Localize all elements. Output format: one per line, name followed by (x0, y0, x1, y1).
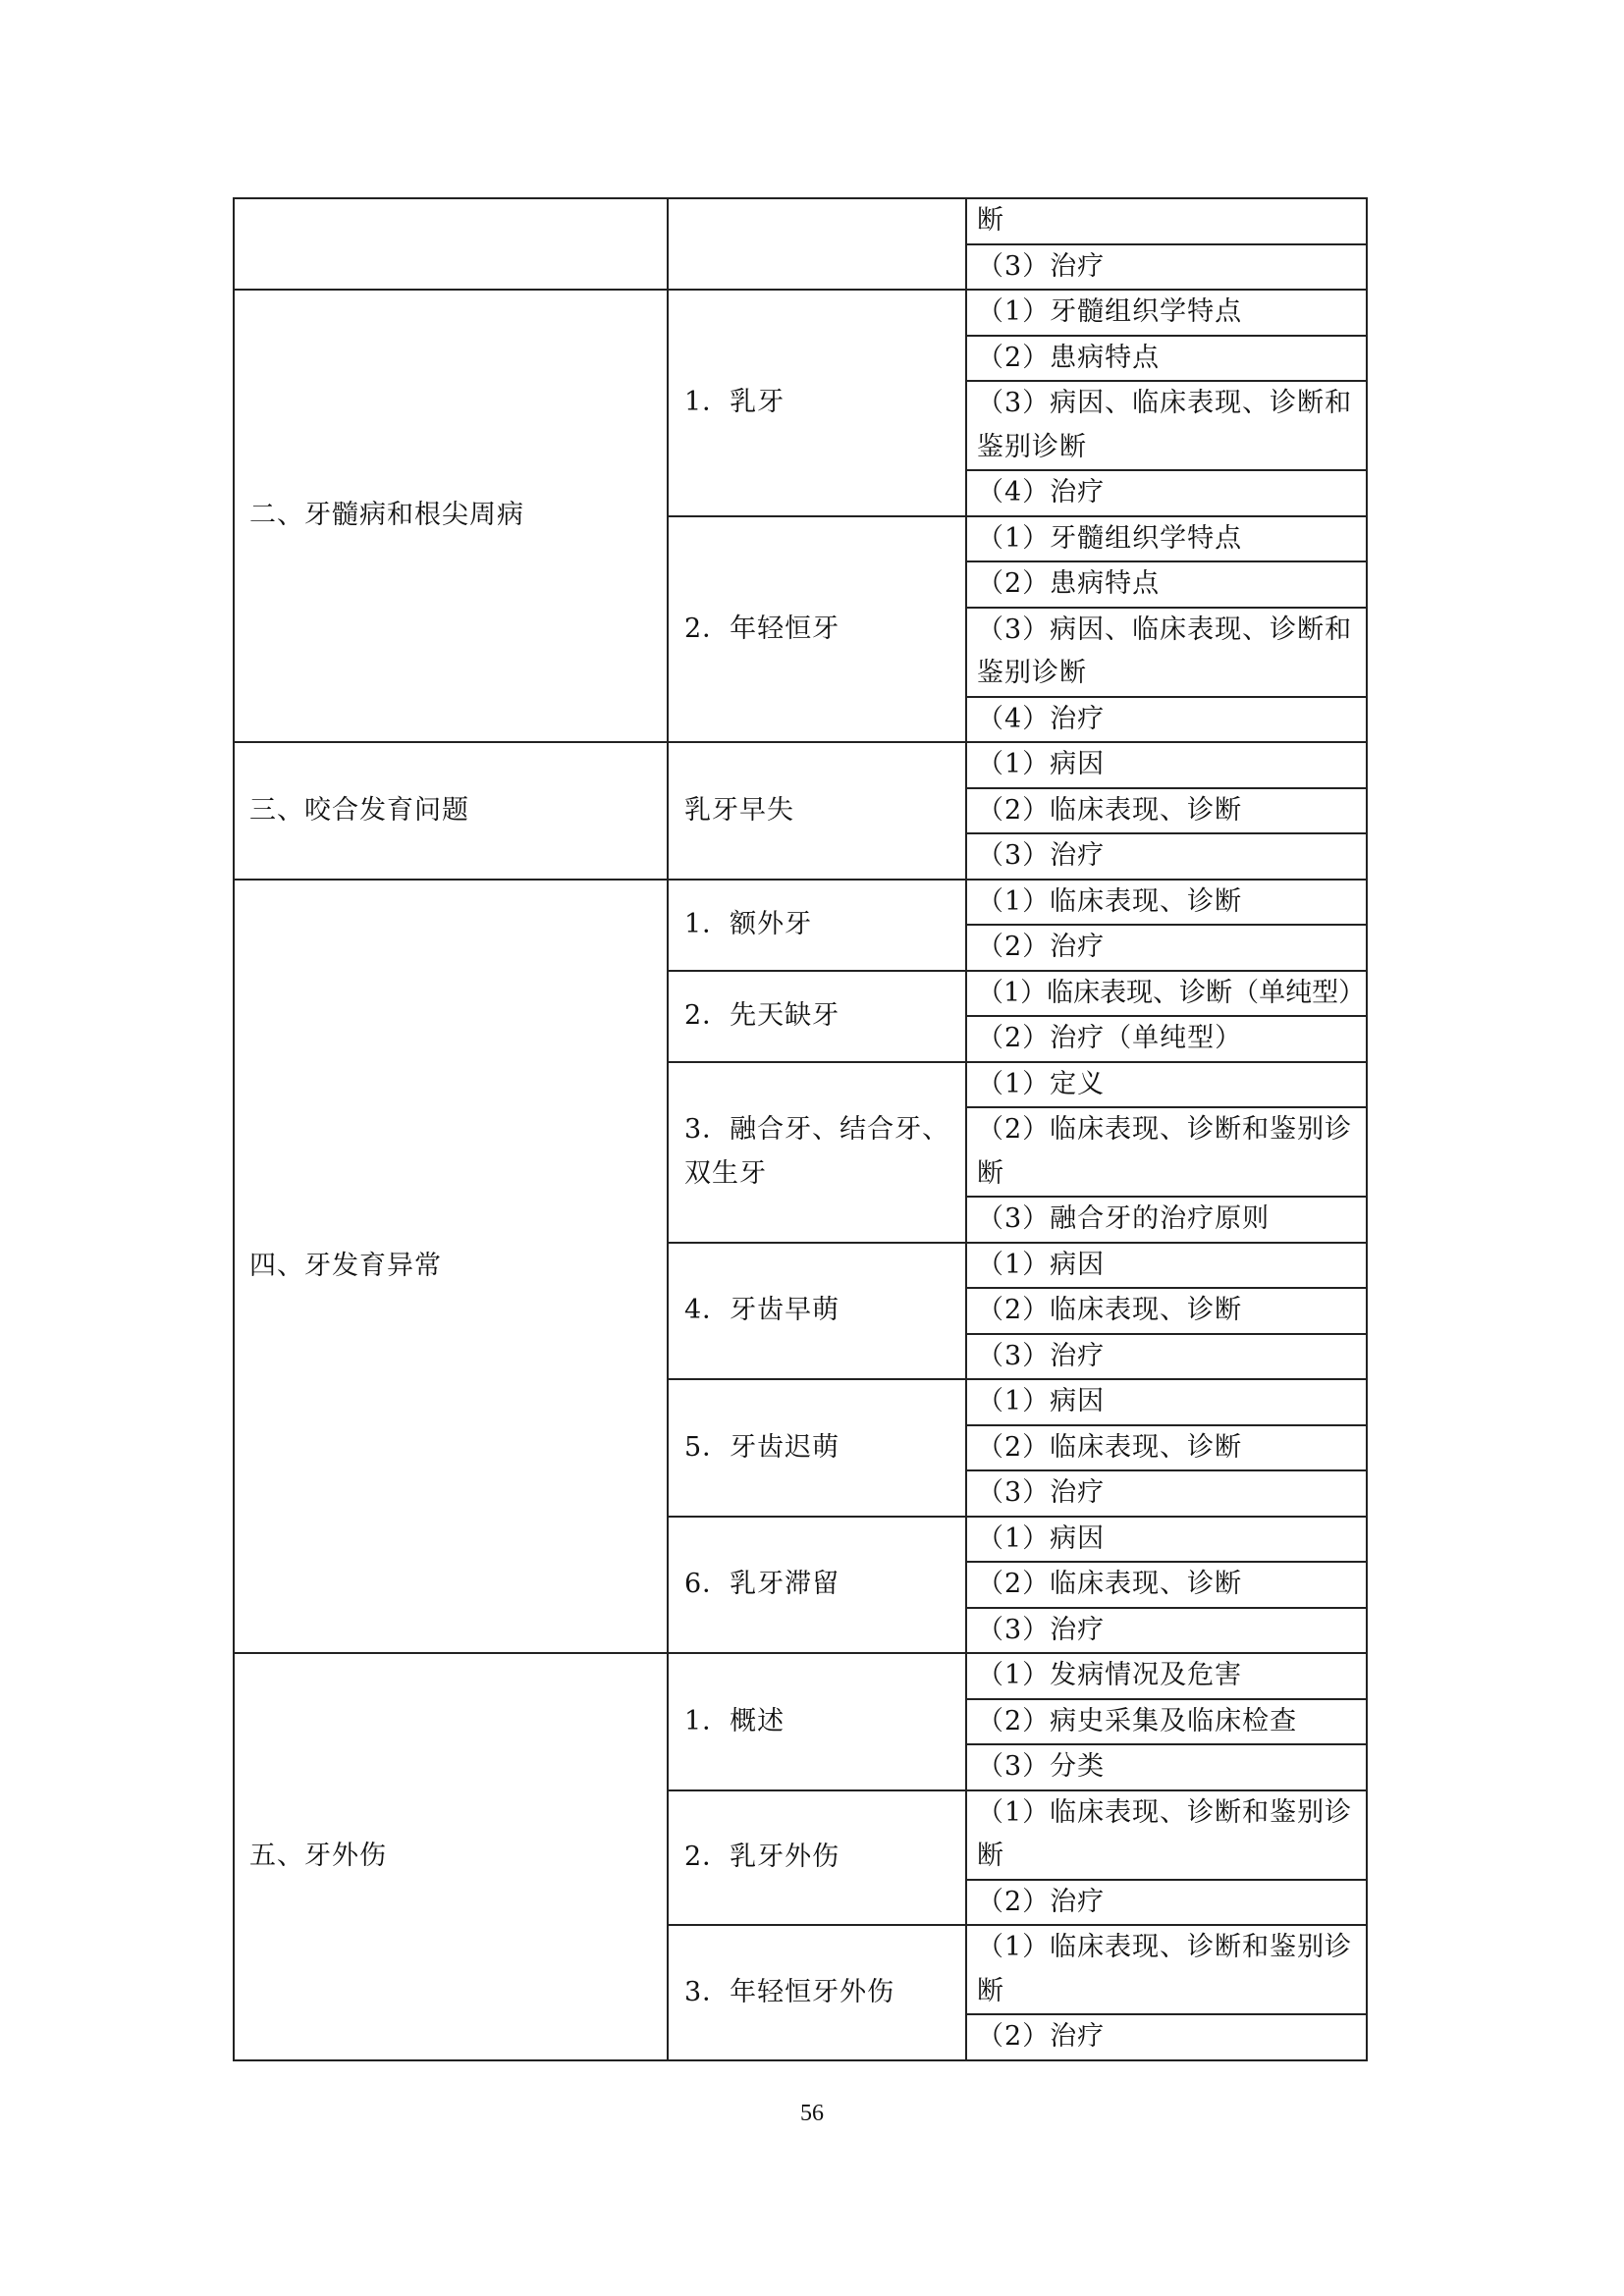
table-row (234, 290, 1367, 336)
section-cell: 四、牙发育异常 (234, 880, 668, 1654)
item-cell: （2）临床表现、诊断 (966, 1425, 1367, 1471)
item-cell: （2）临床表现、诊断 (966, 788, 1367, 834)
table-row (234, 742, 1367, 788)
item-cell: （1）牙髓组织学特点 (966, 290, 1367, 336)
item-cell: （1）病因 (966, 1243, 1367, 1289)
item-cell: （1）临床表现、诊断（单纯型） (966, 971, 1367, 1017)
item-cell: （3）融合牙的治疗原则 (966, 1197, 1367, 1243)
item-cell: （2）治疗 (966, 1880, 1367, 1926)
item-cell: （1）临床表现、诊断和鉴别诊断 (966, 1925, 1367, 2014)
item-cell: （2）病史采集及临床检查 (966, 1699, 1367, 1745)
topic-cell (668, 198, 966, 290)
item-cell: （3）治疗 (966, 833, 1367, 880)
section-cell: 五、牙外伤 (234, 1653, 668, 2060)
item-cell: （3）治疗 (966, 1334, 1367, 1380)
topic-cell: 3．年轻恒牙外伤 (668, 1925, 966, 2060)
item-cell: （3）治疗 (966, 1608, 1367, 1654)
item-cell: （2）治疗 (966, 925, 1367, 971)
item-cell: （3）病因、临床表现、诊断和鉴别诊断 (966, 608, 1367, 697)
table-row (234, 198, 1367, 244)
section-cell (234, 198, 668, 290)
item-cell: （2）患病特点 (966, 561, 1367, 608)
item-cell: （3）治疗 (966, 244, 1367, 291)
topic-cell: 1．额外牙 (668, 880, 966, 971)
page-number: 56 (800, 2101, 824, 2126)
item-cell: （1）临床表现、诊断 (966, 880, 1367, 926)
item-cell: 断 (966, 198, 1367, 244)
section-cell: 三、咬合发育问题 (234, 742, 668, 880)
item-cell: （3）治疗 (966, 1470, 1367, 1517)
item-cell: （1）临床表现、诊断和鉴别诊断 (966, 1790, 1367, 1880)
topic-cell: 2．乳牙外伤 (668, 1790, 966, 1926)
section-cell: 二、牙髓病和根尖周病 (234, 290, 668, 742)
topic-cell: 5．牙齿迟萌 (668, 1379, 966, 1517)
syllabus-table (233, 197, 1368, 2061)
item-cell: （2）治疗（单纯型） (966, 1016, 1367, 1062)
item-cell: （1）发病情况及危害 (966, 1653, 1367, 1699)
item-cell: （2）临床表现、诊断 (966, 1288, 1367, 1334)
item-cell: （3）病因、临床表现、诊断和鉴别诊断 (966, 381, 1367, 470)
item-cell: （1）病因 (966, 1517, 1367, 1563)
item-cell: （4）治疗 (966, 697, 1367, 743)
table-row (234, 1653, 1367, 1699)
item-cell: （3）分类 (966, 1744, 1367, 1790)
topic-cell: 1．概述 (668, 1653, 966, 1790)
item-cell: （4）治疗 (966, 470, 1367, 516)
topic-cell: 2．年轻恒牙 (668, 516, 966, 743)
item-cell: （2）临床表现、诊断和鉴别诊断 (966, 1107, 1367, 1197)
table-row (234, 880, 1367, 926)
item-cell: （1）牙髓组织学特点 (966, 516, 1367, 562)
topic-cell: 乳牙早失 (668, 742, 966, 880)
topic-cell: 3．融合牙、结合牙、双生牙 (668, 1062, 966, 1243)
topic-cell: 6．乳牙滞留 (668, 1517, 966, 1654)
topic-cell: 4．牙齿早萌 (668, 1243, 966, 1380)
item-cell: （1）病因 (966, 742, 1367, 788)
item-cell: （1）病因 (966, 1379, 1367, 1425)
item-cell: （2）患病特点 (966, 336, 1367, 382)
topic-cell: 1．乳牙 (668, 290, 966, 516)
item-cell: （2）临床表现、诊断 (966, 1562, 1367, 1608)
item-cell: （1）定义 (966, 1062, 1367, 1108)
topic-cell: 2．先天缺牙 (668, 971, 966, 1062)
item-cell: （2）治疗 (966, 2014, 1367, 2060)
